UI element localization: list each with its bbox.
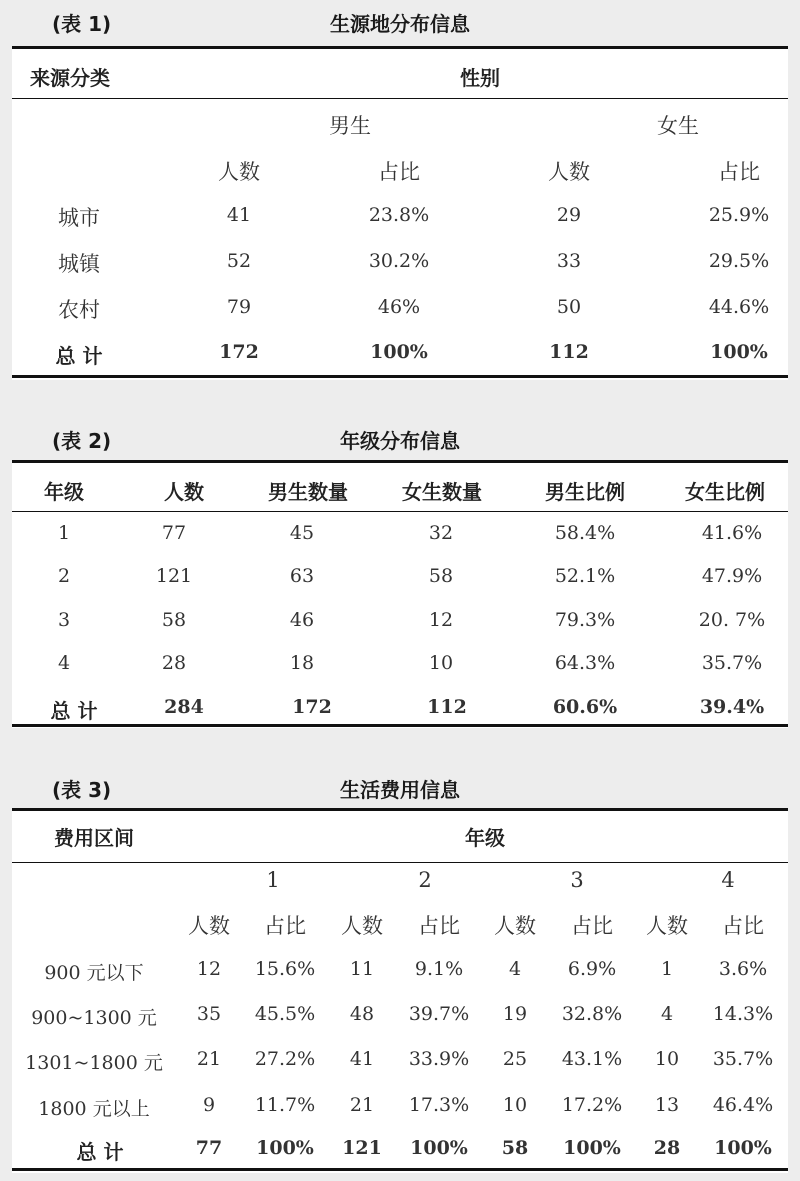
table2-cell: 3 bbox=[57, 609, 71, 631]
table3-cell: 17.2% bbox=[561, 1094, 623, 1116]
table2-header: 人数 bbox=[164, 480, 204, 504]
table3-total-cell: 100% bbox=[410, 1137, 468, 1159]
table3-subheader: 人数 bbox=[341, 914, 383, 938]
table3-subheader: 人数 bbox=[494, 914, 536, 938]
table3-grade: 4 bbox=[721, 868, 735, 892]
table3-cell: 6.9% bbox=[567, 958, 617, 980]
table1-total-cell: 172 bbox=[219, 341, 259, 363]
table2-cell: 121 bbox=[155, 565, 193, 587]
table3-cell: 33.9% bbox=[408, 1048, 470, 1070]
table3-cell: 9.1% bbox=[414, 958, 464, 980]
table2-total-cell: 112 bbox=[427, 696, 467, 718]
table3-subheader: 占比 bbox=[722, 914, 764, 938]
table2-cell: 46 bbox=[289, 609, 315, 631]
table2-top-rule bbox=[12, 460, 788, 463]
table1-row-label: 农村 bbox=[58, 298, 100, 322]
table1-cell: 30.2% bbox=[368, 250, 430, 272]
table1-cell: 29 bbox=[556, 204, 582, 226]
table2-cell: 41.6% bbox=[701, 522, 763, 544]
table2-label: (表 2) bbox=[52, 429, 112, 453]
table3 bbox=[12, 808, 788, 1173]
table3-cell: 14.3% bbox=[712, 1003, 774, 1025]
table3-cell: 48 bbox=[349, 1003, 375, 1025]
table2-cell: 28 bbox=[161, 652, 187, 674]
table1-group-male: 男生 bbox=[329, 114, 371, 138]
table2-total-cell: 39.4% bbox=[699, 696, 765, 718]
table3-row-label: 1301~1800 元 bbox=[25, 1052, 163, 1074]
table3-cell: 45.5% bbox=[254, 1003, 316, 1025]
table2-cell: 45 bbox=[289, 522, 315, 544]
table2-cell: 58 bbox=[161, 609, 187, 631]
table2-cell: 12 bbox=[428, 609, 454, 631]
table3-cell: 10 bbox=[502, 1094, 528, 1116]
table3-cell: 25 bbox=[502, 1048, 528, 1070]
table3-subheader: 人数 bbox=[188, 914, 230, 938]
table2-total-label: 总 计 bbox=[50, 699, 98, 723]
table2-cell: 4 bbox=[57, 652, 71, 674]
table3-header-left: 费用区间 bbox=[54, 826, 134, 850]
table3-cell: 39.7% bbox=[408, 1003, 470, 1025]
table2-cell: 20. 7% bbox=[698, 609, 766, 631]
table1-total-cell: 100% bbox=[710, 341, 768, 363]
table2-cell: 77 bbox=[161, 522, 187, 544]
table3-cell: 17.3% bbox=[408, 1094, 470, 1116]
table3-cell: 27.2% bbox=[254, 1048, 316, 1070]
table3-cell: 9 bbox=[202, 1094, 216, 1116]
table1-top-rule bbox=[12, 46, 788, 49]
table3-total-cell: 100% bbox=[256, 1137, 314, 1159]
table3-header-rule bbox=[12, 862, 788, 863]
table1-bottom-rule bbox=[12, 375, 788, 378]
table3-grade: 3 bbox=[570, 868, 584, 892]
table3-top-rule bbox=[12, 808, 788, 811]
table2-cell: 58 bbox=[428, 565, 454, 587]
table3-row-label: 900 元以下 bbox=[44, 962, 144, 984]
table3-label: (表 3) bbox=[52, 778, 112, 802]
table1-total-label: 总 计 bbox=[55, 344, 103, 368]
table1-cell: 79 bbox=[226, 296, 252, 318]
table3-cell: 4 bbox=[508, 958, 522, 980]
table3-total-cell: 77 bbox=[195, 1137, 223, 1159]
table3-subheader: 人数 bbox=[646, 914, 688, 938]
table1-header-group: 性别 bbox=[460, 66, 500, 90]
table3-total-cell: 100% bbox=[563, 1137, 621, 1159]
table1-subheader: 占比 bbox=[718, 160, 760, 184]
table1-row-label: 城市 bbox=[58, 206, 100, 230]
table2-header: 年级 bbox=[44, 480, 84, 504]
table2-cell: 52.1% bbox=[554, 565, 616, 587]
table3-cell: 13 bbox=[654, 1094, 680, 1116]
table3-cell: 15.6% bbox=[254, 958, 316, 980]
table1-total-cell: 100% bbox=[370, 341, 428, 363]
table3-title-row bbox=[0, 774, 800, 804]
table1-label: (表 1) bbox=[52, 12, 112, 36]
table3-grade: 2 bbox=[418, 868, 432, 892]
table2 bbox=[12, 460, 788, 728]
table3-cell: 21 bbox=[349, 1094, 375, 1116]
table2-cell: 18 bbox=[289, 652, 315, 674]
table2-header: 男生比例 bbox=[545, 480, 625, 504]
table3-cell: 10 bbox=[654, 1048, 680, 1070]
table1-title-row bbox=[0, 8, 800, 38]
table3-cell: 1 bbox=[660, 958, 674, 980]
table3-total-cell: 100% bbox=[714, 1137, 772, 1159]
table3-grade: 1 bbox=[266, 868, 280, 892]
table1-title: 生源地分布信息 bbox=[330, 12, 470, 36]
table3-cell: 11 bbox=[349, 958, 375, 980]
table1-cell: 46% bbox=[377, 296, 421, 318]
table3-cell: 21 bbox=[196, 1048, 222, 1070]
table3-cell: 11.7% bbox=[254, 1094, 316, 1116]
table3-cell: 32.8% bbox=[561, 1003, 623, 1025]
table3-subheader: 占比 bbox=[418, 914, 460, 938]
table1-cell: 44.6% bbox=[708, 296, 770, 318]
table2-cell: 79.3% bbox=[554, 609, 616, 631]
table2-cell: 47.9% bbox=[701, 565, 763, 587]
table2-cell: 58.4% bbox=[554, 522, 616, 544]
table2-cell: 63 bbox=[289, 565, 315, 587]
table3-row-label: 1800 元以上 bbox=[38, 1098, 150, 1120]
table1-cell: 52 bbox=[226, 250, 252, 272]
table2-header: 女生数量 bbox=[402, 480, 482, 504]
table2-total-cell: 60.6% bbox=[552, 696, 618, 718]
table2-bottom-rule bbox=[12, 724, 788, 727]
table3-subheader: 占比 bbox=[571, 914, 613, 938]
table3-cell: 46.4% bbox=[712, 1094, 774, 1116]
table2-header: 女生比例 bbox=[685, 480, 765, 504]
table3-header-group: 年级 bbox=[465, 826, 505, 850]
table1 bbox=[12, 46, 788, 380]
table2-cell: 35.7% bbox=[701, 652, 763, 674]
table2-header: 男生数量 bbox=[268, 480, 348, 504]
table3-total-cell: 28 bbox=[653, 1137, 681, 1159]
table2-title: 年级分布信息 bbox=[340, 429, 460, 453]
table3-bottom-rule bbox=[12, 1168, 788, 1171]
table1-subheader: 人数 bbox=[218, 160, 260, 184]
table3-total-label: 总 计 bbox=[76, 1140, 124, 1164]
table2-title-row bbox=[0, 425, 800, 455]
table1-cell: 33 bbox=[556, 250, 582, 272]
table3-cell: 43.1% bbox=[561, 1048, 623, 1070]
table1-subheader: 人数 bbox=[548, 160, 590, 184]
table1-header-rule bbox=[12, 98, 788, 99]
table1-cell: 41 bbox=[226, 204, 252, 226]
table2-cell: 2 bbox=[57, 565, 71, 587]
table1-subheader: 占比 bbox=[378, 160, 420, 184]
table2-cell: 10 bbox=[428, 652, 454, 674]
table2-total-cell: 172 bbox=[292, 696, 332, 718]
table3-cell: 41 bbox=[349, 1048, 375, 1070]
table3-total-cell: 58 bbox=[501, 1137, 529, 1159]
table3-cell: 4 bbox=[660, 1003, 674, 1025]
table3-title: 生活费用信息 bbox=[340, 778, 460, 802]
table2-total-cell: 284 bbox=[164, 696, 204, 718]
table3-total-cell: 121 bbox=[342, 1137, 382, 1159]
table3-subheader: 占比 bbox=[264, 914, 306, 938]
table3-row-label: 900~1300 元 bbox=[31, 1007, 157, 1029]
table1-cell: 23.8% bbox=[368, 204, 430, 226]
table2-cell: 64.3% bbox=[554, 652, 616, 674]
table3-cell: 35 bbox=[196, 1003, 222, 1025]
table2-cell: 32 bbox=[428, 522, 454, 544]
table2-header-rule bbox=[12, 511, 788, 512]
table3-cell: 19 bbox=[502, 1003, 528, 1025]
table3-cell: 35.7% bbox=[712, 1048, 774, 1070]
table1-row-label: 城镇 bbox=[58, 252, 100, 276]
table1-cell: 25.9% bbox=[708, 204, 770, 226]
table1-group-female: 女生 bbox=[657, 114, 699, 138]
table3-cell: 12 bbox=[196, 958, 222, 980]
table1-header-left: 来源分类 bbox=[30, 66, 110, 90]
table1-cell: 50 bbox=[556, 296, 582, 318]
table1-total-cell: 112 bbox=[549, 341, 589, 363]
table2-cell: 1 bbox=[57, 522, 71, 544]
table1-cell: 29.5% bbox=[708, 250, 770, 272]
table3-cell: 3.6% bbox=[718, 958, 768, 980]
